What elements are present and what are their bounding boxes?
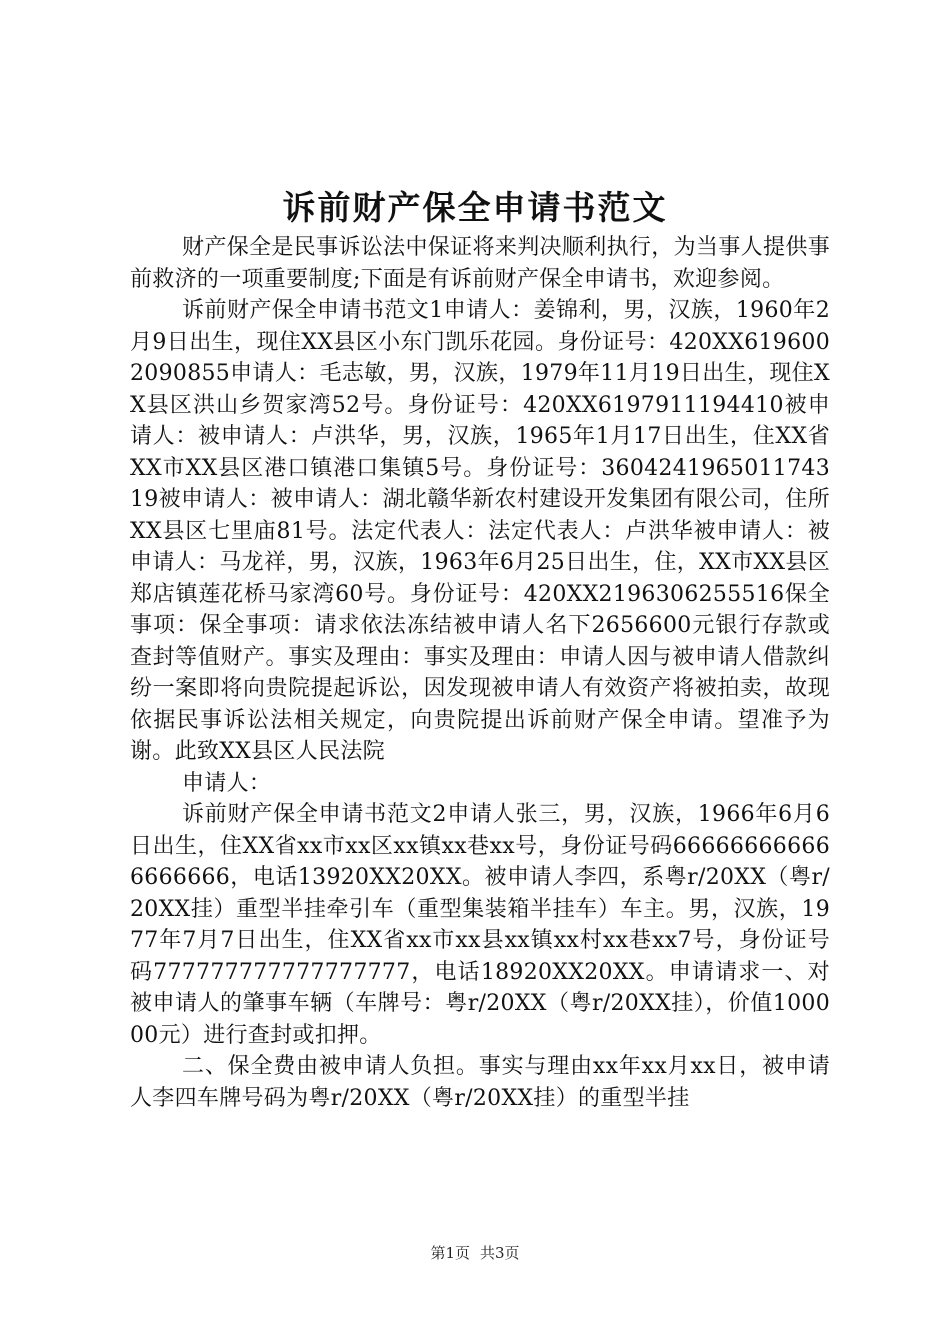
page-number: 第1页: [430, 1244, 470, 1262]
paragraph-example-2-continued: 二、保全费由被申请人负担。事实与理由xx年xx月xx日，被申请人李四车牌号码为粤r/20XX（粤r/20XX挂）的重型半挂: [130, 1054, 830, 1111]
paragraph-example-1: 诉前财产保全申请书范文1申请人：姜锦利，男，汉族，1960年2月9日出生，现住XX县区小东门凯乐花园。身份证号：420XX6196002090855申请人：毛志敏，男，汉族，1979年11月19日出生，现住XX县区洪山乡贺家湾52号。身份证号：420XX6197911194410被申请人：被申请人：卢洪华，男，汉族，1965年1月17日出生，住XX省XX市XX县区港口镇港口集镇5号。身份证号：360424196501174319被申请人：被申请人：湖北赣华新农村建设开发集团有限公司，住所XX县区七里庙81号。法定代表人：法定代表人：卢洪华被申请人：被申请人：马龙祥，男，汉族，1963年6月25日出生，住，XX市XX县区郑店镇莲花桥马家湾60号。身份证号：420XX2196306255516保全事项：保全事项：请求依法冻结被申请人名下2656600元银行存款或查封等值财产。事实及理由：事实及理由：申请人因与被申请人借款纠纷一案即将向贵院提起诉讼，因发现被申请人有效资产将被拍卖，故现依据民事诉讼法相关规定，向贵院提出诉前财产保全申请。望准予为谢。此致XX县区人民法院: [130, 298, 830, 764]
page-total: 共3页: [480, 1244, 520, 1262]
document-title: 诉前财产保全申请书范文: [282, 188, 668, 227]
document-body: [130, 232, 830, 1114]
page-footer: [0, 1243, 950, 1263]
paragraph-intro: 财产保全是民事诉讼法中保证将来判决顺利执行，为当事人提供事前救济的一项重要制度;下面是有诉前财产保全申请书，欢迎参阅。: [130, 235, 830, 292]
paragraph-signature: 申请人：: [182, 770, 272, 796]
paragraph-example-2: 诉前财产保全申请书范文2申请人张三，男，汉族，1966年6月6日出生，住XX省xx市xx区xx镇xx巷xx号，身份证号码666666666666666666，电话13920XX20XX。被申请人李四，系粤r/20XX（粤r/20XX挂）重型半挂牵引车（重型集装箱半挂车）车主。男，汉族，1977年7月7日出生，住XX省xx市xx县xx镇xx村xx巷xx7号，身份证号码777777777777777777，电话18920XX20XX。申请请求一、对被申请人的肇事车辆（车牌号：粤r/20XX（粤r/20XX挂），价值100000元）进行查封或扣押。: [130, 802, 830, 1048]
